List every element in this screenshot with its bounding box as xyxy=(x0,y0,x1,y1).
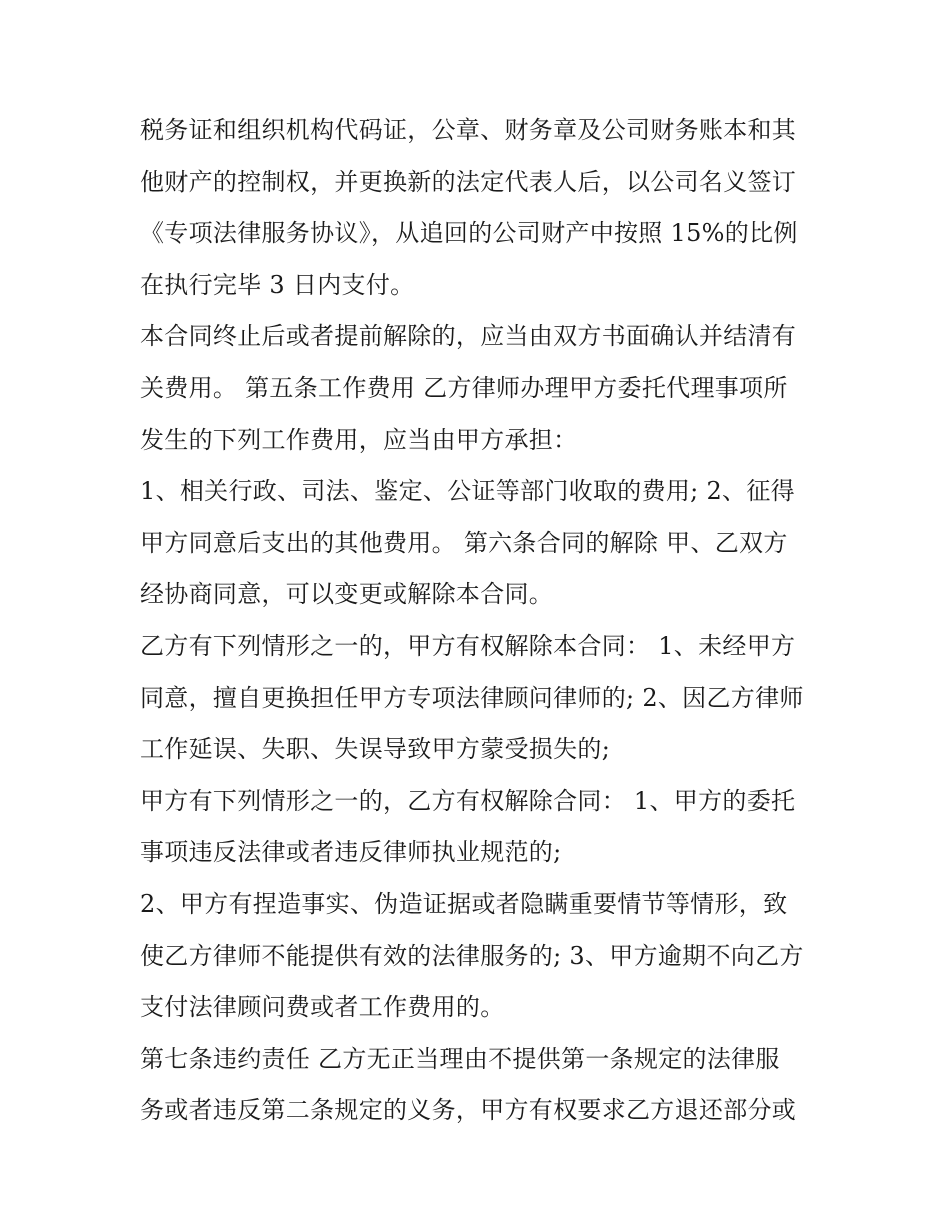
text-line: 本合同终止后或者提前解除的，应当由双方书面确认并结清有 xyxy=(140,322,797,351)
text-line: 《专项法律服务协议》，从追回的公司财产中按照 15%的比例 xyxy=(140,219,798,248)
text-line: 他财产的控制权，并更换新的法定代表人后，以公司名义签订 xyxy=(140,167,797,196)
text-line: 支付法律顾问费或者工作费用的。 xyxy=(140,993,505,1022)
text-line: 甲方同意后支出的其他费用。 第六条合同的解除 甲、乙双方 xyxy=(140,528,788,557)
text-line: 税务证和组织机构代码证，公章、财务章及公司财务账本和其 xyxy=(140,116,797,144)
text-line: 关费用。 第五条工作费用 乙方律师办理甲方委托代理事项所 xyxy=(140,373,788,402)
text-line: 乙方有下列情形之一的，甲方有权解除本合同： 1、未经甲方 xyxy=(140,631,796,660)
text-line: 工作延误、失职、失误导致甲方蒙受损失的; xyxy=(140,735,611,764)
text-line: 务或者违反第二条规定的义务，甲方有权要求乙方退还部分或 xyxy=(140,1096,797,1125)
text-line: 事项违反法律或者违反律师执业规范的; xyxy=(140,838,562,867)
text-line: 在执行完毕 3 日内支付。 xyxy=(140,270,415,299)
document-body xyxy=(140,105,820,1137)
text-line: 1、相关行政、司法、鉴定、公证等部门收取的费用; 2、征得 xyxy=(140,477,795,506)
text-line: 发生的下列工作费用，应当由甲方承担： xyxy=(140,425,578,454)
text-line: 甲方有下列情形之一的，乙方有权解除合同： 1、甲方的委托 xyxy=(140,786,796,815)
text-line: 经协商同意，可以变更或解除本合同。 xyxy=(140,580,554,609)
text-line: 使乙方律师不能提供有效的法律服务的; 3、甲方逾期不向乙方 xyxy=(140,941,804,970)
text-line: 第七条违约责任 乙方无正当理由不提供第一条规定的法律服 xyxy=(140,1044,780,1073)
text-line: 2、甲方有捏造事实、伪造证据或者隐瞒重要情节等情形，致 xyxy=(140,889,788,918)
text-line: 同意，擅自更换担任甲方专项法律顾问律师的; 2、因乙方律师 xyxy=(140,683,804,712)
